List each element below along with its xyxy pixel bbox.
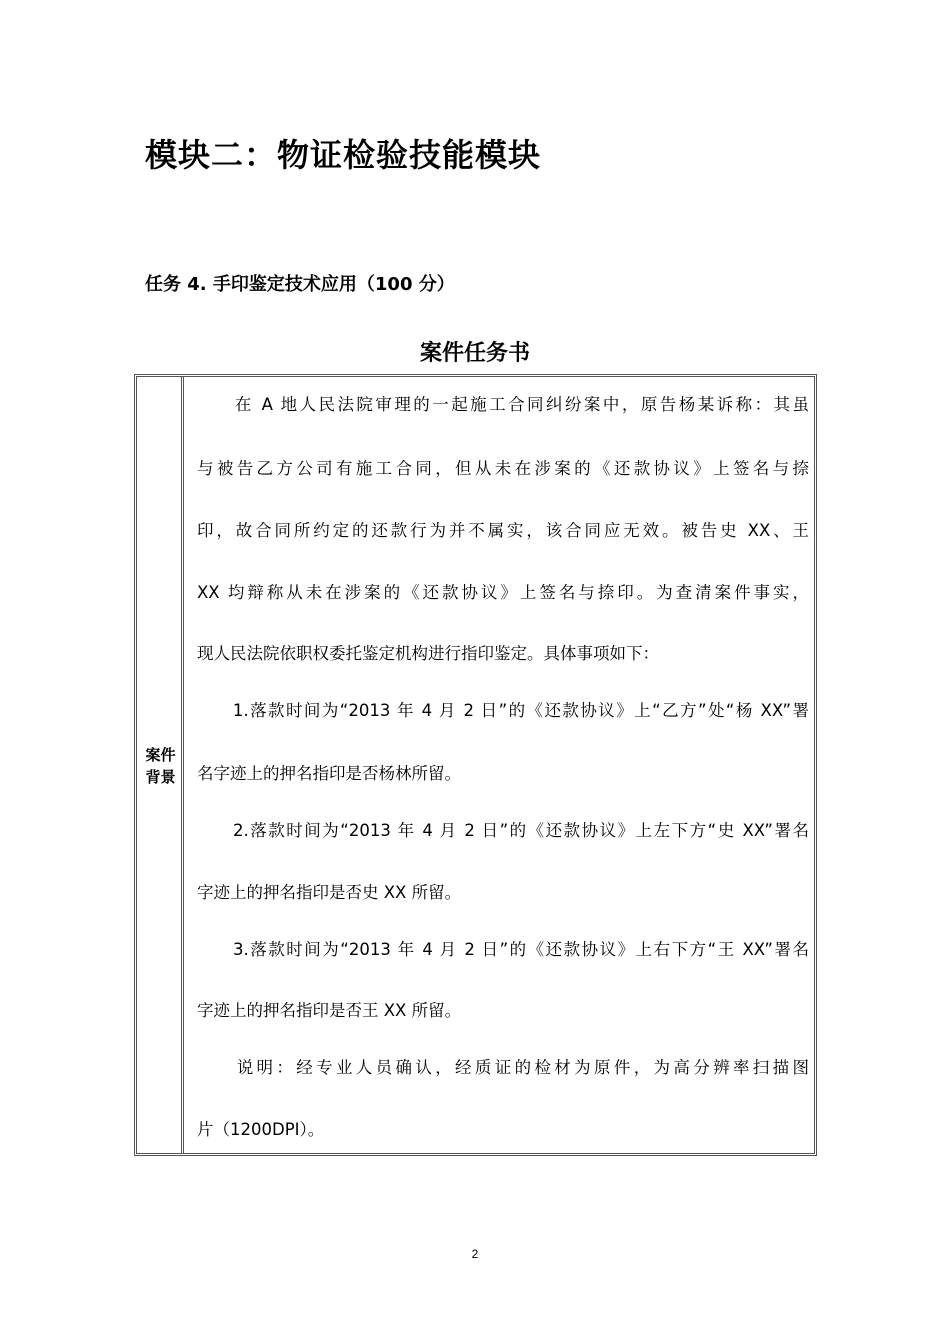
text-line-10: 3.落款时间为“2013 年 4 月 2 日”的《还款协议》上右下方“王 XX”署名 [197, 940, 809, 959]
case-table [134, 374, 817, 1156]
case-background-label-cell [137, 377, 184, 1153]
text-line-1: 在 A 地人民法院审理的一起施工合同纠纷案中，原告杨某诉称：其虽 [197, 395, 809, 414]
task-title: 任务 4. 手印鉴定技术应用（100 分） [145, 274, 455, 295]
text-line-9: 字迹上的押名指印是否史 XX 所留。 [197, 883, 462, 902]
label-line-2: 背景 [145, 768, 176, 786]
text-line-6: 1.落款时间为“2013 年 4 月 2 日”的《还款协议》上“乙方”处“杨 XX”署 [197, 701, 809, 720]
document-title: 案件任务书 [419, 341, 530, 366]
text-line-5: 现人民法院依职权委托鉴定机构进行指印鉴定。具体事项如下： [197, 644, 659, 663]
module-title: 模块二：物证检验技能模块 [145, 136, 542, 174]
page-number: 2 [471, 1247, 479, 1261]
text-line-3: 印，故合同所约定的还款行为并不属实，该合同应无效。被告史 XX、王 [197, 521, 809, 540]
text-line-12: 说明：经专业人员确认，经质证的检材为原件，为高分辨率扫描图 [197, 1058, 809, 1077]
case-background-label [137, 744, 184, 788]
label-line-1: 案件 [145, 746, 176, 764]
text-line-8: 2.落款时间为“2013 年 4 月 2 日”的《还款协议》上左下方“史 XX”署名 [197, 821, 809, 840]
text-line-7: 名字迹上的押名指印是否杨林所留。 [197, 764, 461, 783]
text-line-11: 字迹上的押名指印是否王 XX 所留。 [197, 1001, 462, 1020]
text-line-13: 片（1200DPI）。 [197, 1120, 325, 1139]
text-line-2: 与被告乙方公司有施工合同，但从未在涉案的《还款协议》上签名与捺 [197, 459, 809, 478]
text-line-4: XX 均辩称从未在涉案的《还款协议》上签名与捺印。为查清案件事实， [197, 583, 809, 602]
